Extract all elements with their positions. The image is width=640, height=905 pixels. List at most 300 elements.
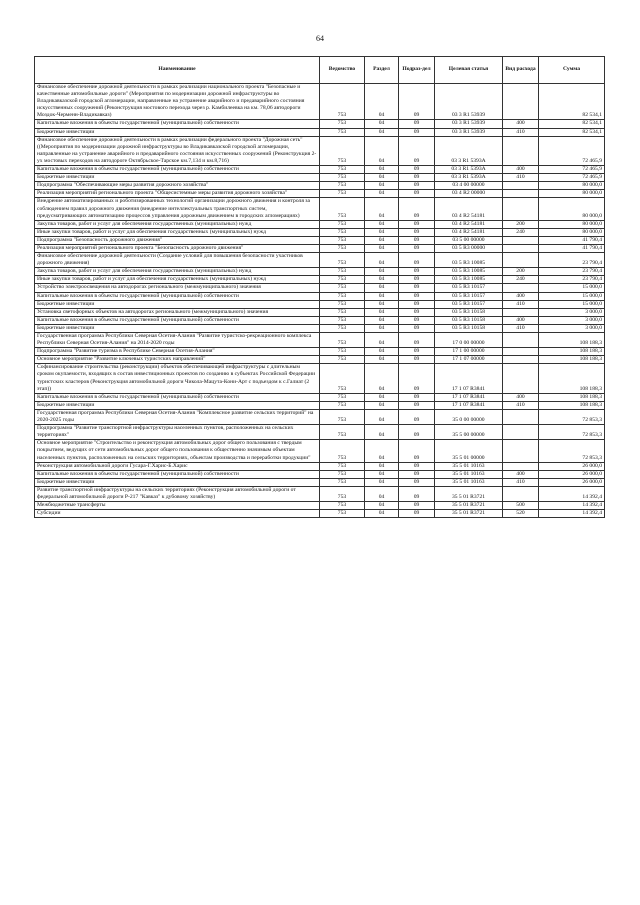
row-subsection: 09 xyxy=(399,510,435,518)
row-department: 753 xyxy=(320,136,365,165)
row-department: 753 xyxy=(320,425,365,440)
row-department: 753 xyxy=(320,470,365,478)
row-name: Межбюджетные трансферты xyxy=(35,502,320,510)
col-header-subsection: Подраз-дел xyxy=(399,57,435,84)
table-row xyxy=(35,478,605,486)
row-target-article: 03 4 R2 54181 xyxy=(435,220,503,228)
row-department: 753 xyxy=(320,308,365,316)
row-target-article: 35 5 01 R3721 xyxy=(435,486,503,501)
table-row xyxy=(35,470,605,478)
row-subsection: 09 xyxy=(399,409,435,424)
row-expense-type: 410 xyxy=(503,128,539,136)
row-section: 04 xyxy=(365,324,399,332)
table-body xyxy=(35,84,605,518)
row-department: 753 xyxy=(320,166,365,174)
row-section: 04 xyxy=(365,244,399,252)
table-row xyxy=(35,228,605,236)
row-department: 753 xyxy=(320,292,365,300)
table-row xyxy=(35,120,605,128)
budget-table xyxy=(34,56,605,518)
row-department: 753 xyxy=(320,276,365,284)
row-target-article: 03 5 R3 10157 xyxy=(435,300,503,308)
row-subsection: 09 xyxy=(399,470,435,478)
row-name: Иные закупки товаров, работ и услуг для обеспечения государственных (муниципальных) нужд xyxy=(35,228,320,236)
row-expense-type: 400 xyxy=(503,166,539,174)
row-target-article: 03 5 R3 10157 xyxy=(435,284,503,292)
row-name: Подпрограмма "Развитие туризма в Республике Северная Осетия-Алания" xyxy=(35,348,320,356)
row-name: Бюджетные инвестиции xyxy=(35,300,320,308)
row-name: Реализация мероприятий регионального проекта "Безопасность дорожного движения" xyxy=(35,244,320,252)
page-number: 64 xyxy=(316,34,324,43)
row-name: Развитие транспортной инфраструктуры на сельских территориях (Реконструкция автомобильной дороги от федеральной автомобильной дороги Р-217 "Кавказ" к дубовому хозяйству) xyxy=(35,486,320,501)
row-section: 04 xyxy=(365,236,399,244)
row-subsection: 09 xyxy=(399,356,435,364)
row-department: 753 xyxy=(320,364,365,393)
row-expense-type xyxy=(503,356,539,364)
row-expense-type: 240 xyxy=(503,228,539,236)
row-target-article: 35 5 01 R3721 xyxy=(435,510,503,518)
table-row xyxy=(35,333,605,348)
row-amount: 80 000,0 xyxy=(539,182,605,190)
row-name: Иные закупки товаров, работ и услуг для обеспечения государственных (муниципальных) нужд xyxy=(35,276,320,284)
row-subsection: 09 xyxy=(399,174,435,182)
row-name: Основное мероприятие "Развитие ключевых туристских направлений" xyxy=(35,356,320,364)
row-amount: 26 000,0 xyxy=(539,478,605,486)
row-name: Бюджетные инвестиции xyxy=(35,128,320,136)
row-amount: 26 000,0 xyxy=(539,462,605,470)
row-amount: 80 000,0 xyxy=(539,220,605,228)
row-subsection: 09 xyxy=(399,401,435,409)
row-target-article: 03 5 R3 10158 xyxy=(435,324,503,332)
row-section: 04 xyxy=(365,253,399,268)
row-target-article: 35 5 01 10163 xyxy=(435,478,503,486)
row-department: 753 xyxy=(320,182,365,190)
row-section: 04 xyxy=(365,440,399,462)
row-amount: 108 188,3 xyxy=(539,401,605,409)
row-target-article: 35 5 00 00000 xyxy=(435,425,503,440)
row-expense-type: 410 xyxy=(503,174,539,182)
row-section: 04 xyxy=(365,268,399,276)
row-amount: 14 392,4 xyxy=(539,486,605,501)
row-target-article: 17 1 07 00000 xyxy=(435,356,503,364)
row-amount: 80 000,0 xyxy=(539,228,605,236)
row-subsection: 09 xyxy=(399,128,435,136)
row-name: Закупка товаров, работ и услуг для обеспечения государственных (муниципальных) нужд xyxy=(35,268,320,276)
row-target-article: 03 3 R1 53939 xyxy=(435,120,503,128)
row-target-article: 35 5 01 10163 xyxy=(435,470,503,478)
row-amount: 15 000,0 xyxy=(539,292,605,300)
row-subsection: 09 xyxy=(399,166,435,174)
row-name: Внедрение автоматизированных и роботизированных технологий организации дорожного движения и контроля за соблюдением правил дорожного движения (внедрение интеллектуальных транспортных систем, предусматривающих автоматизацию процессов управления дорожным движением в городских агломерациях) xyxy=(35,198,320,220)
table-row xyxy=(35,486,605,501)
row-target-article: 03 4 R2 54181 xyxy=(435,228,503,236)
row-subsection: 09 xyxy=(399,324,435,332)
row-subsection: 09 xyxy=(399,364,435,393)
table-row xyxy=(35,440,605,462)
table-row xyxy=(35,136,605,165)
row-expense-type: 410 xyxy=(503,300,539,308)
row-amount: 3 000,0 xyxy=(539,308,605,316)
row-expense-type: 400 xyxy=(503,120,539,128)
row-section: 04 xyxy=(365,174,399,182)
row-department: 753 xyxy=(320,393,365,401)
table-row xyxy=(35,393,605,401)
row-amount: 80 000,0 xyxy=(539,190,605,198)
row-target-article: 03 4 R2 54181 xyxy=(435,198,503,220)
row-amount: 15 000,0 xyxy=(539,300,605,308)
row-subsection: 09 xyxy=(399,84,435,120)
row-department: 753 xyxy=(320,401,365,409)
row-amount: 72 465,9 xyxy=(539,174,605,182)
row-subsection: 09 xyxy=(399,478,435,486)
row-expense-type: 500 xyxy=(503,502,539,510)
row-expense-type: 200 xyxy=(503,220,539,228)
row-subsection: 09 xyxy=(399,236,435,244)
row-department: 753 xyxy=(320,316,365,324)
row-section: 04 xyxy=(365,166,399,174)
row-subsection: 09 xyxy=(399,220,435,228)
row-department: 753 xyxy=(320,333,365,348)
row-subsection: 09 xyxy=(399,284,435,292)
row-amount: 23 790,4 xyxy=(539,253,605,268)
row-amount: 41 790,4 xyxy=(539,236,605,244)
row-section: 04 xyxy=(365,486,399,501)
row-section: 04 xyxy=(365,502,399,510)
table-row xyxy=(35,324,605,332)
row-section: 04 xyxy=(365,292,399,300)
table-row xyxy=(35,182,605,190)
row-amount: 72 853,3 xyxy=(539,425,605,440)
row-subsection: 09 xyxy=(399,136,435,165)
row-section: 04 xyxy=(365,190,399,198)
row-section: 04 xyxy=(365,401,399,409)
row-expense-type xyxy=(503,462,539,470)
row-expense-type xyxy=(503,253,539,268)
table-row xyxy=(35,510,605,518)
table-row xyxy=(35,276,605,284)
row-target-article: 03 5 R3 10085 xyxy=(435,276,503,284)
row-department: 753 xyxy=(320,502,365,510)
row-target-article: 17 1 00 00000 xyxy=(435,348,503,356)
row-department: 753 xyxy=(320,300,365,308)
row-expense-type xyxy=(503,409,539,424)
row-subsection: 09 xyxy=(399,440,435,462)
row-section: 04 xyxy=(365,393,399,401)
table-row xyxy=(35,236,605,244)
row-department: 753 xyxy=(320,244,365,252)
row-section: 04 xyxy=(365,348,399,356)
row-section: 04 xyxy=(365,120,399,128)
row-section: 04 xyxy=(365,333,399,348)
row-subsection: 09 xyxy=(399,462,435,470)
row-target-article: 17 1 07 R3841 xyxy=(435,364,503,393)
row-name: Бюджетные инвестиции xyxy=(35,401,320,409)
row-amount: 41 790,4 xyxy=(539,244,605,252)
row-expense-type xyxy=(503,333,539,348)
row-section: 04 xyxy=(365,510,399,518)
row-subsection: 09 xyxy=(399,348,435,356)
row-subsection: 09 xyxy=(399,198,435,220)
row-section: 04 xyxy=(365,220,399,228)
row-department: 753 xyxy=(320,356,365,364)
row-amount: 23 790,4 xyxy=(539,276,605,284)
row-target-article: 03 4 R2 00000 xyxy=(435,190,503,198)
table-row xyxy=(35,198,605,220)
row-name: Капитальные вложения в объекты государственной (муниципальной) собственности xyxy=(35,292,320,300)
row-name: Установка светофорных объектов на автодорогах регионального (межмуниципального) значения xyxy=(35,308,320,316)
row-name: Реализация мероприятий регионального проекта "Общесистемные меры развития дорожного хозяйства" xyxy=(35,190,320,198)
row-target-article: 03 3 R1 5393A xyxy=(435,174,503,182)
row-amount: 14 392,4 xyxy=(539,502,605,510)
row-section: 04 xyxy=(365,198,399,220)
row-name: Закупка товаров, работ и услуг для обеспечения государственных (муниципальных) нужд xyxy=(35,220,320,228)
row-department: 753 xyxy=(320,84,365,120)
row-target-article: 03 3 R1 5393A xyxy=(435,136,503,165)
row-name: Субсидии xyxy=(35,510,320,518)
row-name: Капитальные вложения в объекты государственной (муниципальной) собственности xyxy=(35,470,320,478)
row-expense-type xyxy=(503,182,539,190)
table-row xyxy=(35,300,605,308)
row-target-article: 35 5 01 10163 xyxy=(435,462,503,470)
row-expense-type: 400 xyxy=(503,316,539,324)
row-expense-type: 240 xyxy=(503,276,539,284)
table-row xyxy=(35,190,605,198)
row-department: 753 xyxy=(320,440,365,462)
row-amount: 72 465,9 xyxy=(539,166,605,174)
table-row xyxy=(35,364,605,393)
row-department: 753 xyxy=(320,348,365,356)
table-row xyxy=(35,174,605,182)
row-section: 04 xyxy=(365,364,399,393)
row-target-article: 17 0 00 00000 xyxy=(435,333,503,348)
table-row xyxy=(35,356,605,364)
row-subsection: 09 xyxy=(399,120,435,128)
row-name: Бюджетные инвестиции xyxy=(35,324,320,332)
row-department: 753 xyxy=(320,268,365,276)
row-department: 753 xyxy=(320,409,365,424)
row-name: Бюджетные инвестиции xyxy=(35,478,320,486)
row-section: 04 xyxy=(365,276,399,284)
row-target-article: 03 3 R1 53939 xyxy=(435,84,503,120)
row-name: Финансовое обеспечение дорожной деятельности в рамках реализации национального проекта "Безопасные и качественные автомобильные дороги" (Мероприятия по модернизации дорожной инфраструктуры во Владикавказской городской агломерации, направленные на устранение аварийного и предаварийного состояния искусственных сооружений (Реконструкция мостового перехода через р. Камбилеевка на км. 78,06 автодороги Моздок-Черменн-Владикавказ) xyxy=(35,84,320,120)
row-amount: 23 790,4 xyxy=(539,268,605,276)
row-expense-type: 400 xyxy=(503,292,539,300)
table-row xyxy=(35,425,605,440)
row-section: 04 xyxy=(365,316,399,324)
row-amount: 14 392,4 xyxy=(539,510,605,518)
row-name: Бюджетные инвестиции xyxy=(35,174,320,182)
row-expense-type xyxy=(503,236,539,244)
row-subsection: 09 xyxy=(399,244,435,252)
row-section: 04 xyxy=(365,409,399,424)
row-subsection: 09 xyxy=(399,393,435,401)
row-name: Государственная программа Республики Северная Осетия-Алания "Развитие туристско-рекреационного комплекса Республики Северная Осетия-Алания" на 2014-2020 годы xyxy=(35,333,320,348)
row-amount: 108 188,3 xyxy=(539,364,605,393)
row-expense-type xyxy=(503,84,539,120)
row-name: Капитальные вложения в объекты государственной (муниципальной) собственности xyxy=(35,316,320,324)
row-section: 04 xyxy=(365,470,399,478)
row-name: Капитальные вложения в объекты государственной (муниципальной) собственности xyxy=(35,166,320,174)
col-header-department: Ведомство xyxy=(320,57,365,84)
row-subsection: 09 xyxy=(399,333,435,348)
row-section: 04 xyxy=(365,300,399,308)
row-subsection: 09 xyxy=(399,253,435,268)
row-name: Подпрограмма "Безопасность дорожного движения" xyxy=(35,236,320,244)
row-section: 04 xyxy=(365,84,399,120)
row-subsection: 09 xyxy=(399,190,435,198)
table-row xyxy=(35,462,605,470)
table-row xyxy=(35,348,605,356)
row-department: 753 xyxy=(320,190,365,198)
row-subsection: 09 xyxy=(399,276,435,284)
row-target-article: 03 3 R1 5393A xyxy=(435,166,503,174)
row-name: Основное мероприятие "Строительство и реконструкция автомобильных дорог общего пользования с твердым покрытием, ведущих от сети автомобильных дорог общего пользования к общественно значимым объектам населенных пунктов, расположенных на сельских территориях, объектам производства и переработки продукции" xyxy=(35,440,320,462)
row-department: 753 xyxy=(320,198,365,220)
row-target-article: 03 3 R1 53939 xyxy=(435,128,503,136)
table-row xyxy=(35,244,605,252)
row-expense-type xyxy=(503,308,539,316)
row-name: Реконструкция автомобильной дороги Гусара-Г.Харис-Б.Харис xyxy=(35,462,320,470)
table-row xyxy=(35,128,605,136)
table-row xyxy=(35,220,605,228)
row-target-article: 03 4 00 00000 xyxy=(435,182,503,190)
row-expense-type xyxy=(503,486,539,501)
row-department: 753 xyxy=(320,236,365,244)
row-department: 753 xyxy=(320,324,365,332)
col-header-section: Раздел xyxy=(365,57,399,84)
row-target-article: 17 1 07 R3841 xyxy=(435,401,503,409)
row-section: 04 xyxy=(365,136,399,165)
row-target-article: 35 0 00 00000 xyxy=(435,409,503,424)
row-subsection: 09 xyxy=(399,292,435,300)
row-expense-type: 400 xyxy=(503,470,539,478)
row-section: 04 xyxy=(365,308,399,316)
table-row xyxy=(35,166,605,174)
row-subsection: 09 xyxy=(399,182,435,190)
table-row xyxy=(35,401,605,409)
row-name: Государственная программа Республики Северная Осетия-Алания "Комплексное развитие сельских территорий" на 2020-2025 годы xyxy=(35,409,320,424)
row-target-article: 03 5 R3 10157 xyxy=(435,292,503,300)
row-subsection: 09 xyxy=(399,228,435,236)
table-row xyxy=(35,409,605,424)
row-amount: 108 188,3 xyxy=(539,333,605,348)
col-header-expense-type: Вид расхода xyxy=(503,57,539,84)
row-name: Финансовое обеспечение дорожной деятельности (Создание условий для повышения безопасности участников дорожного движения) xyxy=(35,253,320,268)
row-section: 04 xyxy=(365,478,399,486)
row-target-article: 03 5 R3 10158 xyxy=(435,308,503,316)
row-subsection: 09 xyxy=(399,425,435,440)
row-department: 753 xyxy=(320,220,365,228)
table-row xyxy=(35,308,605,316)
row-subsection: 09 xyxy=(399,300,435,308)
row-name: Подпрограмма "Обеспечивающие меры развития дорожного хозяйства" xyxy=(35,182,320,190)
row-department: 753 xyxy=(320,510,365,518)
row-department: 753 xyxy=(320,174,365,182)
row-name: Софинансирование строительства (реконструкции) объектов обеспечивающей инфраструктуры с длительным сроком окупаемости, входящих в состав инвестиционных проектов по созданию в субъектах Российской Федерации туристских кластеров (Реконструкция автомобильной дороги Чикола-Мацута-Кони-Арт с подъездом к с.Галиат (2 этап)) xyxy=(35,364,320,393)
row-amount: 72 853,3 xyxy=(539,409,605,424)
row-department: 753 xyxy=(320,486,365,501)
row-expense-type xyxy=(503,348,539,356)
row-amount: 108 188,3 xyxy=(539,348,605,356)
row-name: Подпрограмма "Развитие транспортной инфраструктуры населенных пунктов, расположенных на сельских территориях" xyxy=(35,425,320,440)
row-section: 04 xyxy=(365,182,399,190)
row-amount: 82 534,1 xyxy=(539,120,605,128)
row-amount: 26 000,0 xyxy=(539,470,605,478)
row-subsection: 09 xyxy=(399,268,435,276)
row-amount: 72 853,3 xyxy=(539,440,605,462)
row-target-article: 03 5 R3 00000 xyxy=(435,244,503,252)
row-expense-type: 410 xyxy=(503,324,539,332)
row-department: 753 xyxy=(320,228,365,236)
row-target-article: 35 5 01 00000 xyxy=(435,440,503,462)
row-target-article: 03 5 R3 10158 xyxy=(435,316,503,324)
row-subsection: 09 xyxy=(399,486,435,501)
row-expense-type: 410 xyxy=(503,478,539,486)
row-section: 04 xyxy=(365,356,399,364)
row-section: 04 xyxy=(365,425,399,440)
row-expense-type: 520 xyxy=(503,510,539,518)
row-target-article: 17 1 07 R3841 xyxy=(435,393,503,401)
table-row xyxy=(35,84,605,120)
row-expense-type xyxy=(503,136,539,165)
row-name: Устройство электроосвещения на автодорогах регионального (межмуниципального) значения xyxy=(35,284,320,292)
row-name: Капитальные вложения в объекты государственной (муниципальной) собственности xyxy=(35,393,320,401)
table-row xyxy=(35,316,605,324)
row-department: 753 xyxy=(320,462,365,470)
table-row xyxy=(35,268,605,276)
table-row xyxy=(35,284,605,292)
row-department: 753 xyxy=(320,128,365,136)
row-amount: 72 465,9 xyxy=(539,136,605,165)
row-subsection: 09 xyxy=(399,308,435,316)
row-amount: 3 000,0 xyxy=(539,316,605,324)
row-amount: 108 188,3 xyxy=(539,393,605,401)
row-section: 04 xyxy=(365,128,399,136)
row-expense-type: 410 xyxy=(503,401,539,409)
col-header-target-article: Целевая статья xyxy=(435,57,503,84)
row-expense-type xyxy=(503,364,539,393)
row-amount: 108 188,3 xyxy=(539,356,605,364)
row-target-article: 03 5 R3 10085 xyxy=(435,268,503,276)
row-expense-type: 200 xyxy=(503,268,539,276)
row-name: Финансовое обеспечение дорожной деятельности в рамках реализации федерального проекта "Дорожная сеть" ((Мероприятия по модернизации дорожной инфраструктуры во Владикавказской городской агломерации, направленные на устранение аварийного и предаварийного состояния искусственных сооружений (Реконструкция 2-ух мостовых переходов на автодороге Октябрьское-Тарское км.7,134 и км.8,716) xyxy=(35,136,320,165)
row-department: 753 xyxy=(320,478,365,486)
row-target-article: 03 5 00 00000 xyxy=(435,236,503,244)
row-expense-type xyxy=(503,440,539,462)
row-section: 04 xyxy=(365,462,399,470)
table-row xyxy=(35,292,605,300)
row-subsection: 09 xyxy=(399,316,435,324)
row-section: 04 xyxy=(365,228,399,236)
row-target-article: 35 5 01 R3721 xyxy=(435,502,503,510)
row-amount: 82 534,1 xyxy=(539,84,605,120)
row-target-article: 03 5 R3 10085 xyxy=(435,253,503,268)
row-department: 753 xyxy=(320,120,365,128)
row-section: 04 xyxy=(365,284,399,292)
table-header-row xyxy=(35,57,605,84)
row-subsection: 09 xyxy=(399,502,435,510)
table-row xyxy=(35,502,605,510)
row-department: 753 xyxy=(320,284,365,292)
row-amount: 82 534,1 xyxy=(539,128,605,136)
row-expense-type xyxy=(503,190,539,198)
col-header-amount: Сумма xyxy=(539,57,605,84)
row-expense-type: 400 xyxy=(503,393,539,401)
table-row xyxy=(35,253,605,268)
row-expense-type xyxy=(503,425,539,440)
row-amount: 15 000,0 xyxy=(539,284,605,292)
col-header-name: Наименование xyxy=(35,57,320,84)
